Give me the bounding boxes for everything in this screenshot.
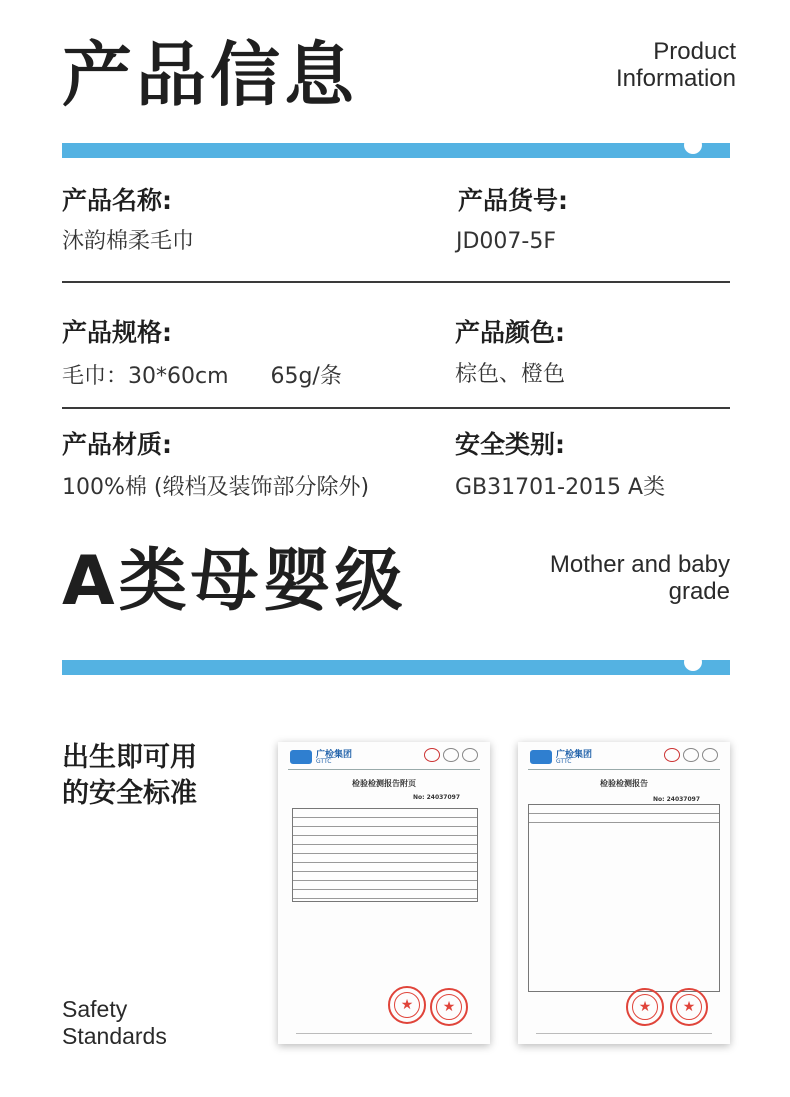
subtitle-line-1: Mother and baby — [549, 551, 730, 578]
subtitle-line-2: grade — [668, 578, 730, 605]
safety-category-value: GB31701-2015 A类 — [455, 475, 666, 500]
doc-brand-sub: GTTC — [316, 758, 332, 765]
product-color-value: 棕色、橙色 — [455, 362, 566, 387]
doc-number: No: 24037097 — [412, 794, 460, 801]
ilac-mark-icon — [683, 748, 699, 762]
report-table — [292, 808, 478, 902]
red-seal-icon: ★ — [388, 986, 426, 1024]
gttc-logo-icon — [530, 750, 552, 764]
cma-mark-icon — [424, 748, 440, 762]
certification-marks — [424, 748, 478, 762]
section-title-grade: A类母婴级 — [62, 542, 407, 621]
product-name-label: 产品名称: — [62, 186, 172, 215]
section-subtitle-grade — [550, 551, 730, 605]
product-code-value: JD007-5F — [456, 229, 557, 254]
doc-title: 检验检测报告附页 — [352, 779, 416, 788]
red-seal-icon: ★ — [430, 988, 468, 1026]
doc-footer-rule — [296, 1033, 472, 1034]
en-line-1: Safety — [62, 996, 128, 1022]
doc-brand: 广检集团 — [556, 750, 593, 760]
safety-standard-heading — [62, 740, 197, 812]
en-line-2: Standards — [62, 1023, 167, 1049]
product-material-value: 100%棉 (缎档及装饰部分除外) — [62, 475, 370, 500]
red-seal-icon: ★ — [670, 988, 708, 1026]
cnas-mark-icon — [462, 748, 478, 762]
bar-notch — [684, 136, 702, 154]
accent-bar — [62, 660, 730, 675]
section-title-product-info: 产品信息 — [62, 34, 358, 116]
divider — [62, 407, 730, 409]
product-code-label: 产品货号: — [458, 186, 568, 215]
doc-brand: 广检集团 — [316, 750, 353, 760]
subtitle-line-1: Product — [653, 38, 736, 65]
doc-number: No: 24037097 — [652, 796, 700, 803]
product-spec-label: 产品规格: — [62, 318, 172, 347]
heading-line-1: 出生即可用 — [62, 742, 197, 773]
heading-line-2: 的安全标准 — [62, 778, 197, 809]
doc-brand-sub: GTTC — [556, 758, 572, 765]
cnas-mark-icon — [702, 748, 718, 762]
product-spec-value: 毛巾：30*60cm 65g/条 — [62, 364, 342, 389]
test-report-appendix-image — [278, 742, 490, 1044]
product-color-label: 产品颜色: — [455, 318, 565, 347]
gttc-logo-icon — [290, 750, 312, 764]
safety-category-label: 安全类别: — [455, 430, 565, 459]
accent-bar — [62, 143, 730, 158]
cma-mark-icon — [664, 748, 680, 762]
subtitle-line-2: Information — [615, 65, 736, 92]
report-table — [528, 804, 720, 992]
section-subtitle-product-info — [616, 38, 736, 92]
ilac-mark-icon — [443, 748, 459, 762]
test-report-image — [518, 742, 730, 1044]
doc-footer-rule — [536, 1033, 712, 1034]
product-name-value: 沐韵棉柔毛巾 — [62, 229, 195, 254]
product-material-label: 产品材质: — [62, 430, 172, 459]
red-seal-icon: ★ — [626, 988, 664, 1026]
doc-rule — [528, 769, 720, 770]
safety-standard-en — [62, 996, 167, 1050]
bar-notch — [684, 653, 702, 671]
certification-marks — [664, 748, 718, 762]
divider — [62, 281, 730, 283]
doc-title: 检验检测报告 — [600, 779, 648, 788]
doc-rule — [288, 769, 480, 770]
